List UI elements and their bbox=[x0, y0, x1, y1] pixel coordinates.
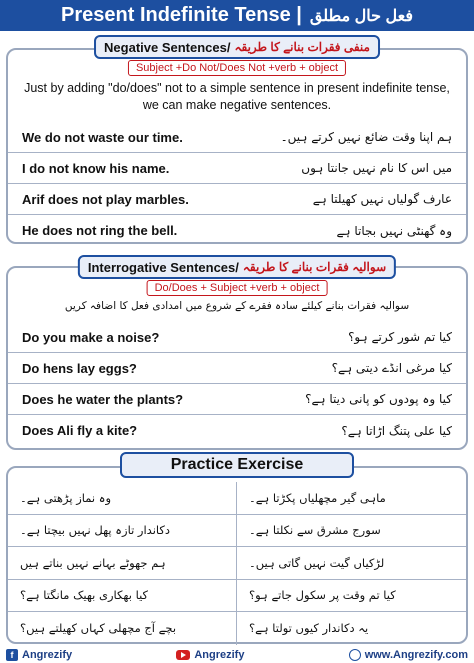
interrogative-rows bbox=[8, 322, 466, 446]
practice-row bbox=[8, 482, 466, 515]
interrogative-formula: Do/Does + Subject +verb + object bbox=[147, 280, 328, 296]
table-row bbox=[8, 415, 466, 446]
english-sentence: Arif does not play marbles. bbox=[22, 191, 189, 207]
practice-panel bbox=[6, 466, 468, 644]
interrogative-heading-text: Interrogative Sentences/ bbox=[87, 259, 239, 275]
interrogative-heading bbox=[78, 255, 396, 279]
negative-rows bbox=[8, 122, 466, 246]
facebook-handle: Angrezify bbox=[22, 649, 73, 661]
negative-heading bbox=[94, 35, 380, 59]
negative-heading-text: Negative Sentences/ bbox=[104, 39, 231, 55]
table-row bbox=[8, 353, 466, 384]
table-row bbox=[8, 184, 466, 215]
youtube-link[interactable] bbox=[176, 649, 244, 661]
page-header bbox=[0, 0, 474, 31]
urdu-sentence: عارف گولیاں نہیں کھیلتا ہے bbox=[312, 192, 452, 206]
negative-intro: Just by adding "do/does" not to a simple sentence in present indefinite tense, we can make negative sentences. bbox=[24, 81, 450, 112]
table-row bbox=[8, 122, 466, 153]
page-title: Present Indefinite Tense | bbox=[61, 4, 302, 26]
youtube-handle: Angrezify bbox=[194, 649, 245, 661]
english-sentence: I do not know his name. bbox=[22, 160, 170, 176]
table-row bbox=[8, 215, 466, 246]
practice-sentence: ہم جھوٹے بہانے نہیں بناتے ہیں bbox=[8, 547, 237, 579]
table-row bbox=[8, 322, 466, 353]
urdu-sentence: کیا علی پتنگ اڑاتا ہے؟ bbox=[341, 423, 452, 438]
interrogative-heading-urdu: سوالیہ فقرات بنانے کا طریقہ bbox=[242, 260, 387, 274]
practice-sentence: سورج مشرق سے نکلتا ہے۔ bbox=[249, 523, 381, 538]
facebook-icon: f bbox=[6, 649, 18, 661]
practice-row bbox=[8, 547, 466, 580]
website-url: www.Angrezify.com bbox=[364, 649, 468, 661]
english-sentence: We do not waste our time. bbox=[22, 129, 183, 145]
english-sentence: Does Ali fly a kite? bbox=[22, 423, 138, 438]
urdu-sentence: میں اس کا نام نہیں جانتا ہوں bbox=[301, 161, 452, 175]
urdu-sentence: کیا وہ پودوں کو پانی دیتا ہے؟ bbox=[305, 392, 452, 406]
practice-row bbox=[8, 515, 466, 548]
urdu-sentence: کیا مرغی انڈے دیتی ہے؟ bbox=[331, 361, 452, 375]
english-sentence: He does not ring the bell. bbox=[22, 223, 178, 238]
interrogative-intro: سوالیہ فقرات بنانے کیلئے سادہ فقرے کے شروع میں امدادی فعل کا اضافہ کریں bbox=[64, 300, 410, 312]
practice-sentence: بچے آج مچھلی کہاں کھیلتے ہیں؟ bbox=[8, 612, 237, 645]
youtube-icon bbox=[176, 650, 190, 660]
practice-row bbox=[8, 580, 466, 613]
practice-sentence: وہ نماز پڑھتی ہے۔ bbox=[8, 482, 237, 514]
negative-panel bbox=[6, 48, 468, 244]
table-row bbox=[8, 384, 466, 415]
practice-sentence: کیا تم وقت پر سکول جاتے ہو؟ bbox=[249, 588, 396, 603]
website-link[interactable] bbox=[349, 649, 468, 661]
page-title-urdu: فعل حال مطلق bbox=[309, 7, 413, 25]
facebook-link[interactable] bbox=[6, 649, 72, 661]
urdu-sentence: وہ گھنٹی نہیں بجاتا ہے bbox=[336, 223, 452, 238]
footer bbox=[0, 647, 474, 663]
practice-sentence: ماہی گیر مچھلیاں پکڑتا ہے۔ bbox=[249, 490, 386, 505]
globe-icon bbox=[349, 649, 361, 661]
english-sentence: Do you make a noise? bbox=[22, 329, 160, 345]
english-sentence: Does he water the plants? bbox=[22, 391, 184, 407]
negative-formula: Subject +Do Not/Does Not +verb + object bbox=[128, 60, 346, 76]
english-sentence: Do hens lay eggs? bbox=[22, 360, 137, 376]
table-row bbox=[8, 153, 466, 184]
practice-grid bbox=[8, 482, 466, 645]
practice-sentence: لڑکیاں گیت نہیں گاتی ہیں۔ bbox=[249, 555, 385, 570]
urdu-sentence: ہم اپنا وقت ضائع نہیں کرتے ہیں۔ bbox=[280, 130, 452, 144]
practice-sentence: کیا بھکاری بھیک مانگتا ہے؟ bbox=[8, 580, 237, 612]
urdu-sentence: کیا تم شور کرتے ہو؟ bbox=[348, 330, 452, 344]
practice-sentence: دکاندار تازہ پھل نہیں بیچتا ہے۔ bbox=[8, 515, 237, 547]
practice-sentence: یہ دکاندار کیوں تولتا ہے؟ bbox=[249, 621, 369, 636]
negative-heading-urdu: منفی فقرات بنانے کا طریقہ bbox=[234, 40, 370, 54]
practice-heading: Practice Exercise bbox=[120, 452, 354, 478]
practice-row bbox=[8, 612, 466, 645]
